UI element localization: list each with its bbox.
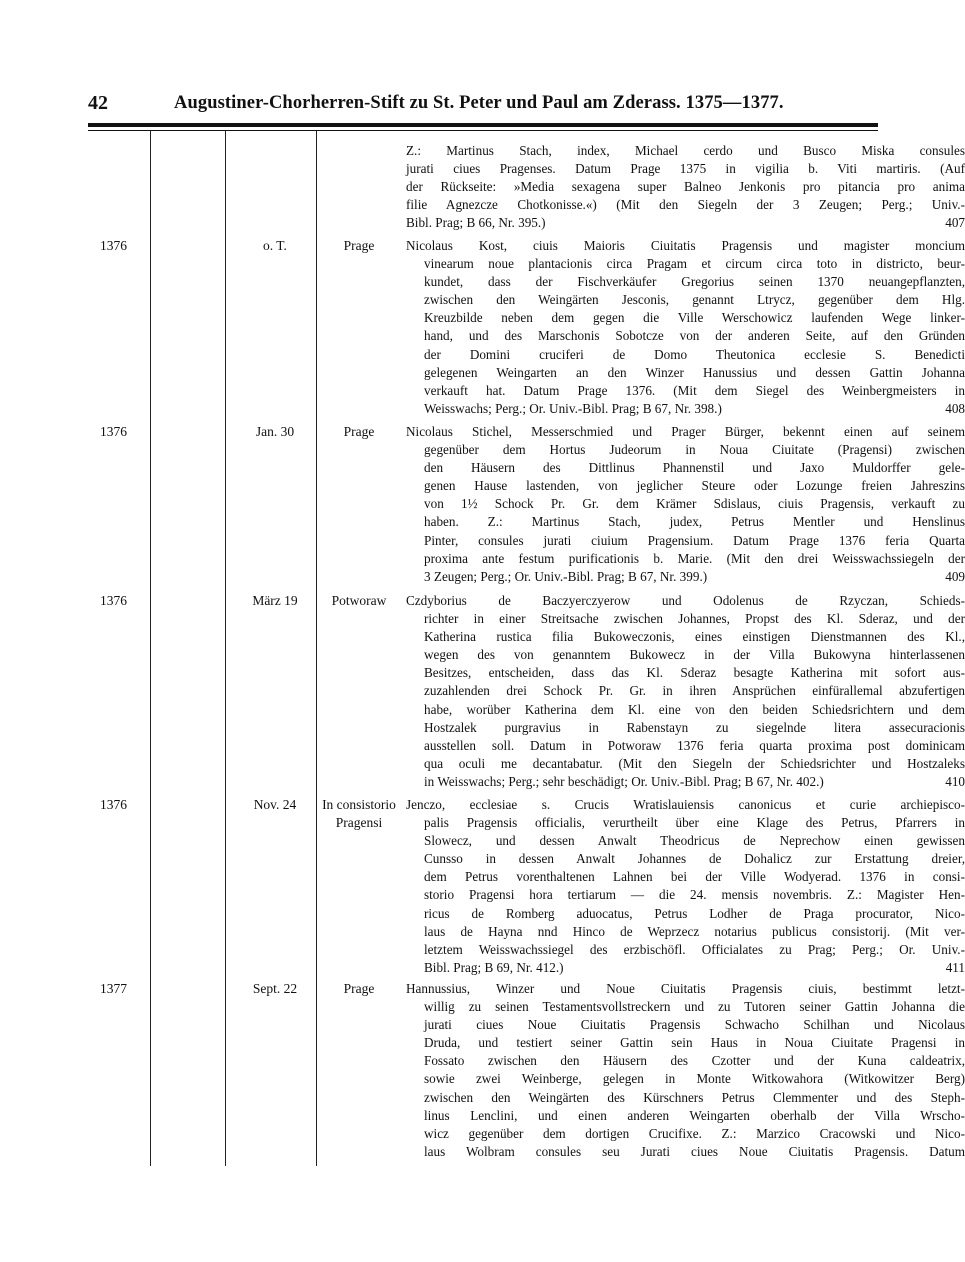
text-line: zwischen den Weingärten Jesconis, genannt Ltrycz, gegenüber dem Hlg. — [424, 292, 965, 308]
entry-date: Sept. 22 — [252, 981, 298, 996]
text-line-final — [406, 773, 965, 791]
text-line: den Häusern des Dittlinus Phannenstil und Jaxo Muldorffer gele- — [424, 460, 965, 476]
header-rule-thin — [88, 130, 878, 131]
text-line: dem Petrus vorenthaltenen Lahnen bei der Ville Wodyerad. 1376 in consi- — [424, 869, 965, 885]
text-line-final-content: 3 Zeugen; Perg.; Or. Univ.-Bibl. Prag; B 67, Nr. 399.) — [424, 568, 708, 584]
text-line: Pinter, consules jurati ciuium Pragensium. Datum Prage 1376 feria Quarta — [424, 532, 965, 548]
entry-number: 408 — [945, 400, 965, 416]
text-line: Slowecz, und dessen Anwalt Theodricus de Neprechow einen gewissen — [424, 833, 965, 849]
entry-place: In consistorio Pragensi — [322, 797, 396, 831]
text-line: der Rückseite: »Media sexagena super Balneo Jenkonis pro pitancia pro anima — [406, 179, 965, 195]
regest-text — [406, 423, 965, 586]
text-line: qua oculi me decantabatur. (Mit den Siegeln der Schiedsrichter und Hostzaleks — [424, 755, 965, 771]
text-line: sowie zwei Weinberge, gelegen in Monte Witkowahora (Witkowitzer Berg) — [424, 1071, 965, 1087]
entry-place: Prage — [343, 981, 375, 996]
text-line: richter in einer Streitsache zwischen Johannes, Propst des Kl. Sderaz, und der — [424, 611, 965, 627]
text-line: hand, und des Marschonis Sobotcze von der anderen Seite, auf den Gründen — [424, 328, 965, 344]
column-divider-date-place — [225, 131, 226, 1166]
column-divider-year-date — [150, 131, 151, 1166]
text-line: Kreuzbilde neben dem gegen die Ville Werschowicz laufenden Wege linker- — [424, 310, 965, 326]
text-line: kundet, dass der Fischverkäufer Gregorius seinen 1370 neuangepflanzten, — [424, 274, 965, 290]
text-line: gelegenen Weingarten an den Winzer Hanussius und dessen Gattin Johanna — [424, 364, 965, 380]
text-line-final-content: Bibl. Prag; B 69, Nr. 412.) — [424, 959, 564, 975]
entry-year: 1376 — [100, 424, 127, 439]
text-line: Hannussius, Winzer und Noue Ciuitatis Pragensis ciuis, bestimmt letzt- — [406, 981, 965, 996]
text-line: jurati ciues Pragenses. Datum Prage 1375 in vigilia b. Viti martiris. (Auf — [406, 161, 965, 177]
text-line: Hostzalek purgravius in Rabenstayn zu siegelnde litera assecuracionis — [424, 719, 965, 735]
entry-number: 407 — [945, 215, 965, 231]
text-line: Nicolaus Stichel, Messerschmied und Prager Bürger, bekennt einen auf seinem — [406, 424, 965, 439]
text-line: laus Wolbram consules seu Jurati ciues Noue Ciuitatis Pragensis. Datum — [424, 1143, 965, 1159]
entry-place: Prage — [343, 238, 375, 253]
text-line-final — [406, 959, 965, 977]
entry-date: März 19 — [252, 593, 298, 608]
entry-number: 409 — [945, 568, 965, 584]
entry-date: Nov. 24 — [253, 797, 297, 812]
text-line: verkauft hat. Datum Prage 1376. (Mit dem Siegel des Weinbergmeisters in — [424, 382, 965, 398]
text-line: Z.: Martinus Stach, index, Michael cerdo und Busco Miska consules — [406, 143, 965, 158]
page-number: 42 — [88, 92, 108, 114]
text-line: filie Agnezcze Chotkonisse.«) (Mit den Siegeln der 3 Zeugen; Perg.; Univ.- — [406, 197, 965, 213]
text-line: Druda, und testiert seiner Gattin sein Haus in Noua Ciuitate Pragensi in — [424, 1035, 965, 1051]
text-line-final — [406, 568, 965, 586]
entry-number: 411 — [945, 959, 965, 975]
regest-text — [406, 592, 965, 791]
text-line: zuzahlenden drei Schock Pr. Gr. in ihren Ansprüchen einfürallemal abzufertigen — [424, 683, 965, 699]
entry-date: Jan. 30 — [255, 424, 295, 439]
text-line: palis Pragensis officialis, verurtheilt über eine Klage des Petrus, Pfarrers in — [424, 815, 965, 831]
text-line: ricus de Romberg aduocatus, Petrus Lodher de Praga procurator, Nico- — [424, 905, 965, 921]
entry-number: 410 — [945, 773, 965, 789]
column-divider-place-text — [316, 131, 317, 1166]
regest-text — [406, 796, 965, 977]
regest-text — [406, 980, 965, 1161]
text-line: wegen des von genanntem Bukowecz in der Villa Bukowyna hinterlassenen — [424, 647, 965, 663]
page-header — [88, 92, 878, 116]
entry-place: Potworaw — [331, 593, 387, 608]
text-line: Katherina rustica filia Bukoweczonis, eines einstigen Dienstmannen des Kl., — [424, 629, 965, 645]
entry-year: 1376 — [100, 593, 127, 608]
entry-year: 1376 — [100, 797, 127, 812]
page-running-title: Augustiner-Chorherren-Stift zu St. Peter und Paul am Zderass. 1375—1377. — [174, 93, 784, 113]
text-line-final — [406, 400, 965, 418]
text-line: Jenczo, ecclesiae s. Crucis Wratislauiensis canonicus et curie archiepisco- — [406, 797, 965, 812]
text-line: zwischen den Weingärten des Kürschners Petrus Clemmenter und des Steph- — [424, 1089, 965, 1105]
text-line: genen Hause lastenden, von jeglicher Steure oder Lozunge freien Jahreszins — [424, 478, 965, 494]
text-line: Czdyborius de Baczyerczyerow und Odolenus de Rzyczan, Schieds- — [406, 593, 965, 608]
text-line: der Domini cruciferi de Domo Theutonica ecclesie S. Benedicti — [424, 346, 965, 362]
text-line: ausstellen soll. Datum in Potworaw 1376 feria quarta proxima post dominicam — [424, 737, 965, 753]
text-line-final-content: Weisswachs; Perg.; Or. Univ.-Bibl. Prag; B 67, Nr. 398.) — [424, 400, 722, 416]
regest-text — [406, 237, 965, 418]
text-line: storio Pragensi hora tertiarum — die 24. mensis novembris. Z.: Magister Hen- — [424, 887, 965, 903]
text-line: letztem Weisswachssiegel des erzbischöfl. Officialates zu Prag; Perg.; Or. Univ.- — [424, 941, 965, 957]
text-line: jurati ciues Noue Ciuitatis Pragensis Schwacho Schilhan und Nicolaus — [424, 1017, 965, 1033]
text-line: habe, worüber Katherina dem Kl. eine von den beiden Schiedsrichtern und dem — [424, 701, 965, 717]
text-line-final-content: Bibl. Prag; B 66, Nr. 395.) — [406, 215, 546, 231]
header-rule-thick — [88, 123, 878, 127]
text-line: gegenüber dem Hortus Judeorum in Noua Ciuitate (Pragensi) zwischen — [424, 442, 965, 458]
entry-place: Prage — [343, 424, 375, 439]
entry-year: 1377 — [100, 981, 127, 996]
text-line: Nicolaus Kost, ciuis Maioris Ciuitatis Pragensis und magister moncium — [406, 238, 965, 253]
regest-text — [406, 142, 965, 232]
entry-year: 1376 — [100, 238, 127, 253]
text-line: Cunsso in dessen Anwalt Johannes de Dohalicz zur Erstattung dreier, — [424, 851, 965, 867]
text-line: vinearum noue plantacionis circa Pragam et circum circa toto in districto, beur- — [424, 256, 965, 272]
text-line: von 1½ Schock Pr. Gr. dem Krämer Sdislaus, ciuis Pragensis, verkauft zu — [424, 496, 965, 512]
text-line: wicz gegenüber dem dortigen Crucifixe. Z.: Marzico Cracowski und Nico- — [424, 1125, 965, 1141]
text-line: Besitzes, entscheiden, dass das Kl. Sderaz besagte Katherina mit sofort aus- — [424, 665, 965, 681]
text-line: proxima ante festum purificationis b. Marie. (Mit den drei Weisswachssiegeln der — [424, 550, 965, 566]
entry-date: o. T. — [263, 238, 287, 253]
text-line-final-content: in Weisswachs; Perg.; sehr beschädigt; Or. Univ.-Bibl. Prag; B 67, Nr. 402.) — [424, 773, 824, 789]
text-line: Fossato zwischen den Häusern des Czotter und der Kuna caldeatrix, — [424, 1053, 965, 1069]
text-line-final — [406, 214, 965, 232]
text-line: linus Lenclini, und einen anderen Weingarten oberhalb der Villa Wrscho- — [424, 1107, 965, 1123]
text-line: laus de Hayna nnd Hinco de Weprzecz notarius publicus consistorij. (Mit ver- — [424, 923, 965, 939]
text-line: willig zu seinen Testamentsvollstreckern und zu Tutoren seiner Gattin Johanna die — [424, 999, 965, 1015]
text-line: haben. Z.: Martinus Stach, judex, Petrus Mentler und Henslinus — [424, 514, 965, 530]
